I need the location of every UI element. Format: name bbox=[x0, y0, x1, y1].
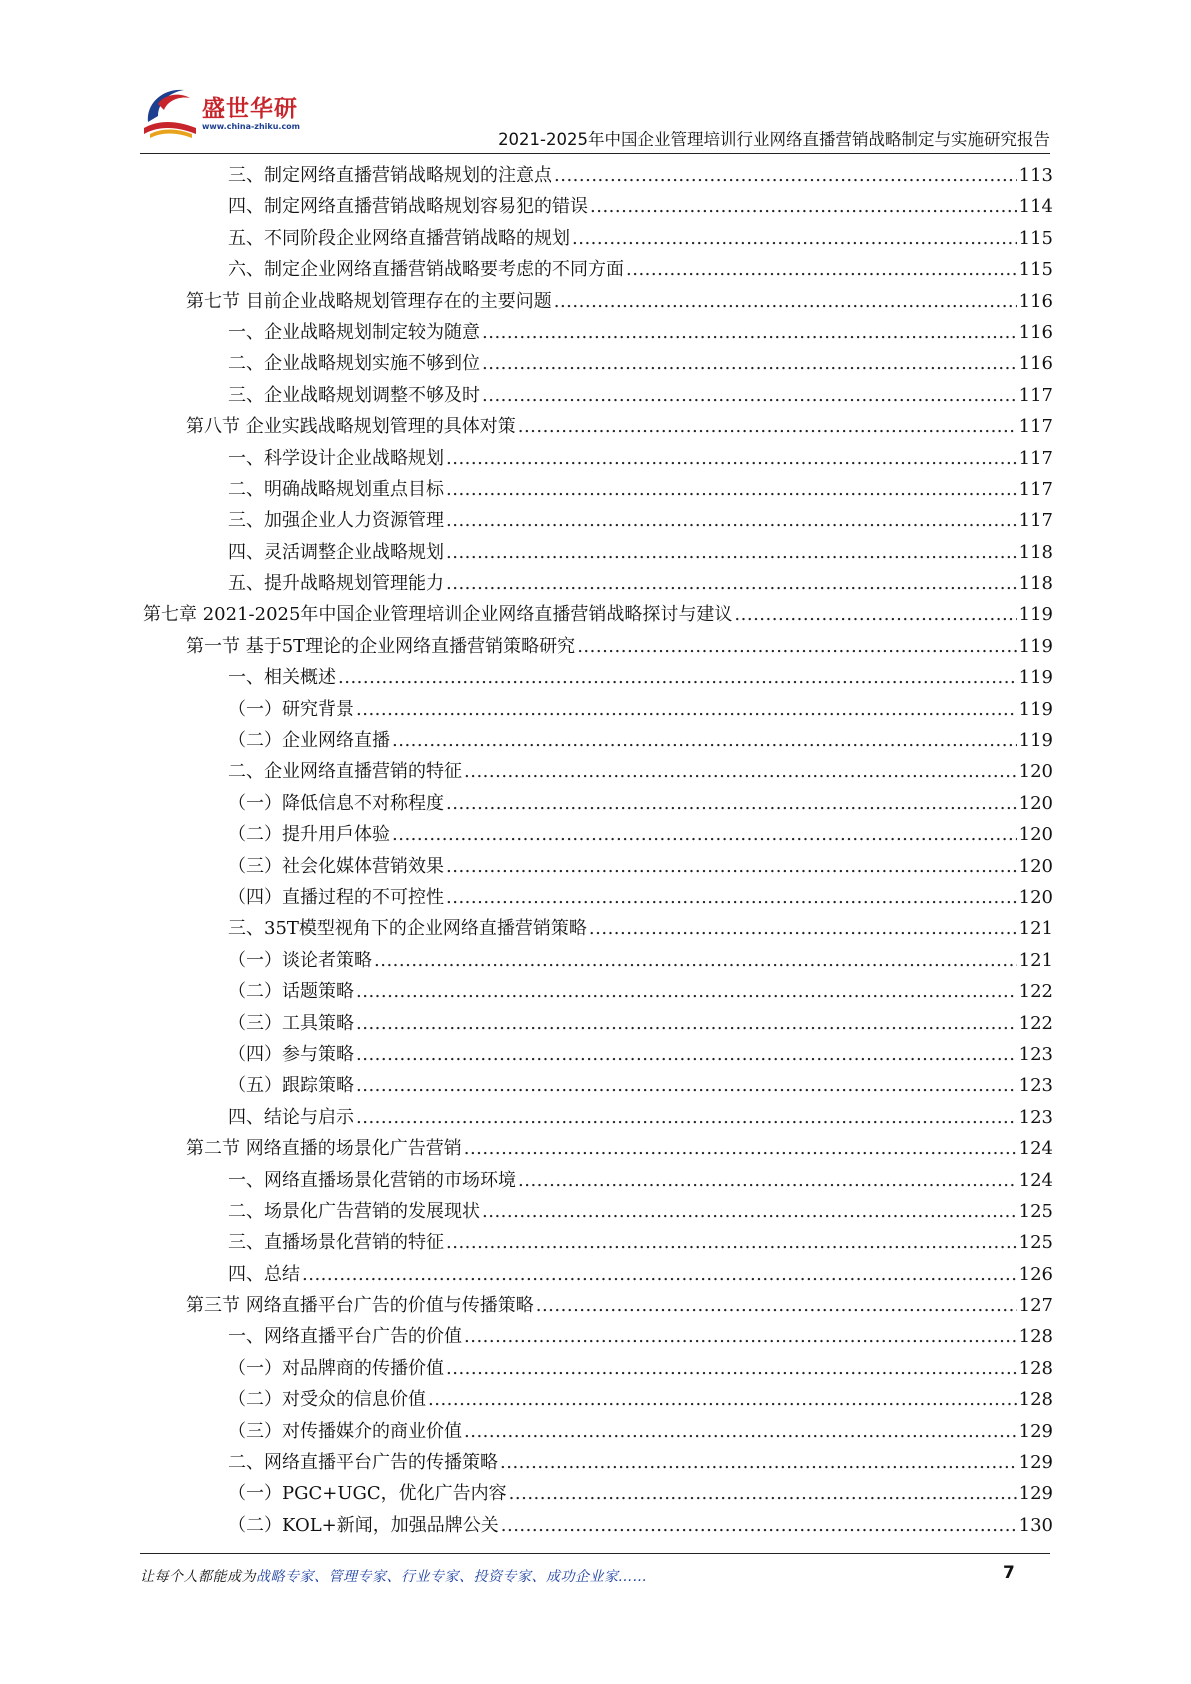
toc-dot-leader bbox=[464, 1133, 1017, 1164]
toc-dot-leader bbox=[428, 1384, 1017, 1415]
toc-entry-page: 119 bbox=[1018, 635, 1053, 657]
toc-entry[interactable] bbox=[143, 756, 1053, 787]
toc-entry-title: 二、网络直播平台广告的传播策略 bbox=[228, 1452, 498, 1474]
toc-entry[interactable] bbox=[143, 223, 1053, 254]
toc-entry[interactable] bbox=[143, 1416, 1053, 1447]
toc-entry-title: 五、不同阶段企业网络直播营销战略的规划 bbox=[228, 227, 570, 249]
toc-entry-title: 第二节 网络直播的场景化广告营销 bbox=[186, 1138, 462, 1160]
table-of-contents bbox=[143, 160, 1053, 1541]
toc-entry[interactable] bbox=[143, 1102, 1053, 1133]
toc-entry-title: （一）研究背景 bbox=[228, 698, 354, 720]
logo-emblem-icon bbox=[140, 82, 204, 146]
toc-entry[interactable] bbox=[143, 1290, 1053, 1321]
toc-entry[interactable] bbox=[143, 317, 1053, 348]
toc-entry-title: 三、35T模型视角下的企业网络直播营销策略 bbox=[228, 918, 587, 940]
toc-entry-page: 120 bbox=[1018, 824, 1053, 846]
toc-entry[interactable] bbox=[143, 505, 1053, 536]
slogan-highlight: 战略专家、管理专家、行业专家、投资专家、成功企业家…… bbox=[256, 1569, 648, 1585]
toc-entry[interactable] bbox=[143, 851, 1053, 882]
toc-entry[interactable] bbox=[143, 160, 1053, 191]
toc-entry-title: （二）对受众的信息价值 bbox=[228, 1389, 426, 1411]
toc-entry-title: 三、直播场景化营销的特征 bbox=[228, 1232, 444, 1254]
page-header bbox=[140, 82, 1050, 152]
toc-dot-leader bbox=[356, 1039, 1017, 1070]
toc-entry-page: 116 bbox=[1018, 353, 1053, 375]
toc-dot-leader bbox=[446, 568, 1017, 599]
footer-slogan bbox=[140, 1566, 648, 1586]
toc-dot-leader bbox=[482, 380, 1017, 411]
toc-entry-title: 第八节 企业实践战略规划管理的具体对策 bbox=[186, 416, 516, 438]
toc-entry-page: 119 bbox=[1018, 730, 1053, 752]
toc-entry[interactable] bbox=[143, 1133, 1053, 1164]
toc-entry[interactable] bbox=[143, 913, 1053, 944]
toc-entry-page: 130 bbox=[1018, 1514, 1053, 1536]
toc-entry-title: 第七节 目前企业战略规划管理存在的主要问题 bbox=[186, 290, 552, 312]
toc-entry[interactable] bbox=[143, 1384, 1053, 1415]
toc-dot-leader bbox=[482, 317, 1017, 348]
toc-entry[interactable] bbox=[143, 1447, 1053, 1478]
toc-dot-leader bbox=[356, 1008, 1017, 1039]
toc-entry[interactable] bbox=[143, 1510, 1053, 1541]
toc-entry-page: 117 bbox=[1018, 447, 1053, 469]
company-logo bbox=[140, 82, 310, 146]
toc-dot-leader bbox=[500, 1447, 1017, 1478]
toc-entry-title: 四、结论与启示 bbox=[228, 1106, 354, 1128]
toc-entry-page: 119 bbox=[1018, 698, 1053, 720]
toc-entry-page: 122 bbox=[1018, 981, 1053, 1003]
toc-entry[interactable] bbox=[143, 1165, 1053, 1196]
toc-entry-title: 四、总结 bbox=[228, 1263, 300, 1285]
toc-entry-page: 127 bbox=[1018, 1295, 1053, 1317]
toc-dot-leader bbox=[482, 348, 1017, 379]
toc-entry-title: 二、明确战略规划重点目标 bbox=[228, 478, 444, 500]
toc-entry-title: （二）KOL+新闻，加强品牌公关 bbox=[228, 1514, 499, 1536]
toc-entry-page: 114 bbox=[1018, 196, 1053, 218]
toc-entry-page: 120 bbox=[1018, 886, 1053, 908]
toc-entry-page: 118 bbox=[1018, 541, 1053, 563]
toc-dot-leader bbox=[356, 694, 1017, 725]
toc-dot-leader bbox=[464, 756, 1017, 787]
toc-entry-page: 123 bbox=[1018, 1043, 1053, 1065]
toc-entry-title: （二）提升用戶体验 bbox=[228, 824, 390, 846]
toc-dot-leader bbox=[356, 1070, 1017, 1101]
toc-dot-leader bbox=[501, 1510, 1017, 1541]
toc-entry[interactable] bbox=[143, 788, 1053, 819]
toc-entry-page: 124 bbox=[1018, 1169, 1053, 1191]
toc-dot-leader bbox=[518, 411, 1017, 442]
toc-entry[interactable] bbox=[143, 380, 1053, 411]
toc-entry-title: 二、企业网络直播营销的特征 bbox=[228, 761, 462, 783]
toc-dot-leader bbox=[446, 443, 1017, 474]
footer-divider bbox=[140, 1553, 1050, 1554]
toc-entry[interactable] bbox=[143, 694, 1053, 725]
toc-entry-page: 124 bbox=[1018, 1138, 1053, 1160]
toc-entry[interactable] bbox=[143, 348, 1053, 379]
toc-dot-leader bbox=[392, 819, 1017, 850]
toc-entry-page: 128 bbox=[1018, 1357, 1053, 1379]
toc-entry-title: （四）直播过程的不可控性 bbox=[228, 886, 444, 908]
toc-dot-leader bbox=[338, 662, 1017, 693]
toc-entry[interactable] bbox=[143, 1196, 1053, 1227]
toc-entry[interactable] bbox=[143, 631, 1053, 662]
toc-entry[interactable] bbox=[143, 945, 1053, 976]
toc-entry-title: 一、企业战略规划制定较为随意 bbox=[228, 321, 480, 343]
toc-entry[interactable] bbox=[143, 474, 1053, 505]
toc-dot-leader bbox=[626, 254, 1017, 285]
toc-entry-title: （一）降低信息不对称程度 bbox=[228, 792, 444, 814]
toc-entry-page: 117 bbox=[1018, 510, 1053, 532]
toc-dot-leader bbox=[446, 1353, 1017, 1384]
toc-entry-page: 120 bbox=[1018, 792, 1053, 814]
toc-entry-title: （一）对品牌商的传播价值 bbox=[228, 1357, 444, 1379]
toc-dot-leader bbox=[446, 537, 1017, 568]
toc-dot-leader bbox=[482, 1196, 1017, 1227]
toc-entry-page: 121 bbox=[1018, 949, 1053, 971]
toc-entry-page: 128 bbox=[1018, 1389, 1053, 1411]
toc-dot-leader bbox=[446, 474, 1017, 505]
toc-entry-page: 116 bbox=[1018, 321, 1053, 343]
toc-dot-leader bbox=[446, 851, 1017, 882]
logo-name: 盛世华研 bbox=[202, 96, 298, 122]
toc-dot-leader bbox=[446, 1227, 1017, 1258]
toc-dot-leader bbox=[577, 631, 1016, 662]
toc-entry-page: 123 bbox=[1018, 1106, 1053, 1128]
toc-entry-page: 113 bbox=[1018, 165, 1053, 186]
toc-entry[interactable] bbox=[143, 1353, 1053, 1384]
toc-entry[interactable] bbox=[143, 286, 1053, 317]
toc-dot-leader bbox=[518, 1165, 1017, 1196]
toc-entry-page: 122 bbox=[1018, 1012, 1053, 1034]
toc-dot-leader bbox=[554, 160, 1017, 191]
toc-entry-title: （三）工具策略 bbox=[228, 1012, 354, 1034]
toc-entry[interactable] bbox=[143, 819, 1053, 850]
toc-entry[interactable] bbox=[143, 254, 1053, 285]
toc-entry-title: （三）社会化媒体营销效果 bbox=[228, 855, 444, 877]
toc-entry[interactable] bbox=[143, 1259, 1053, 1290]
toc-entry-title: 三、加强企业人力资源管理 bbox=[228, 510, 444, 532]
toc-entry-page: 120 bbox=[1018, 761, 1053, 783]
toc-entry-page: 125 bbox=[1018, 1232, 1053, 1254]
toc-entry-title: （五）跟踪策略 bbox=[228, 1075, 354, 1097]
toc-entry-title: 第一节 基于5T理论的企业网络直播营销策略研究 bbox=[186, 635, 576, 657]
toc-dot-leader bbox=[356, 1102, 1017, 1133]
toc-entry[interactable] bbox=[143, 976, 1053, 1007]
toc-entry-title: 二、场景化广告营销的发展现状 bbox=[228, 1200, 480, 1222]
toc-dot-leader bbox=[554, 286, 1017, 317]
toc-entry-page: 120 bbox=[1018, 855, 1053, 877]
report-title: 2021-2025年中国企业管理培训行业网络直播营销战略制定与实施研究报告 bbox=[498, 130, 1050, 149]
toc-entry-title: 三、制定网络直播营销战略规划的注意点 bbox=[228, 165, 552, 186]
toc-entry-title: 一、网络直播平台广告的价值 bbox=[228, 1326, 462, 1348]
toc-dot-leader bbox=[374, 945, 1017, 976]
toc-entry[interactable] bbox=[143, 191, 1053, 222]
toc-entry-title: 四、灵活调整企业战略规划 bbox=[228, 541, 444, 563]
toc-dot-leader bbox=[356, 976, 1017, 1007]
toc-dot-leader bbox=[446, 882, 1017, 913]
toc-entry[interactable] bbox=[143, 882, 1053, 913]
toc-entry-page: 126 bbox=[1018, 1263, 1053, 1285]
logo-url: www.china-zhiku.com bbox=[202, 122, 301, 131]
toc-entry[interactable] bbox=[143, 443, 1053, 474]
toc-entry-page: 119 bbox=[1018, 667, 1053, 689]
toc-dot-leader bbox=[734, 599, 1016, 630]
toc-entry[interactable] bbox=[143, 1039, 1053, 1070]
toc-entry-page: 121 bbox=[1018, 918, 1053, 940]
toc-entry-title: （一）PGC+UGC，优化广告内容 bbox=[228, 1483, 507, 1505]
toc-entry-page: 128 bbox=[1018, 1326, 1053, 1348]
toc-entry[interactable] bbox=[143, 1321, 1053, 1352]
toc-dot-leader bbox=[536, 1290, 1017, 1321]
toc-entry-page: 117 bbox=[1018, 384, 1053, 406]
toc-entry-page: 116 bbox=[1018, 290, 1053, 312]
toc-entry-page: 117 bbox=[1018, 478, 1053, 500]
toc-entry-page: 119 bbox=[1018, 604, 1053, 626]
toc-entry[interactable] bbox=[143, 1008, 1053, 1039]
toc-dot-leader bbox=[302, 1259, 1017, 1290]
toc-entry-page: 125 bbox=[1018, 1200, 1053, 1222]
toc-entry-title: 第七章 2021-2025年中国企业管理培训企业网络直播营销战略探讨与建议 bbox=[143, 604, 733, 626]
slogan-prefix: 让每个人都能成为 bbox=[140, 1569, 256, 1585]
toc-dot-leader bbox=[464, 1416, 1017, 1447]
toc-entry[interactable] bbox=[143, 1070, 1053, 1101]
toc-entry-title: 第三节 网络直播平台广告的价值与传播策略 bbox=[186, 1295, 534, 1317]
toc-entry[interactable] bbox=[143, 662, 1053, 693]
toc-entry[interactable] bbox=[143, 599, 1053, 630]
toc-entry[interactable] bbox=[143, 1227, 1053, 1258]
toc-entry[interactable] bbox=[143, 568, 1053, 599]
toc-entry-title: 二、企业战略规划实施不够到位 bbox=[228, 353, 480, 375]
toc-dot-leader bbox=[446, 505, 1017, 536]
toc-entry-title: 五、提升战略规划管理能力 bbox=[228, 573, 444, 595]
toc-entry-title: （二）企业网络直播 bbox=[228, 730, 390, 752]
toc-entry-page: 129 bbox=[1018, 1420, 1053, 1442]
toc-entry-page: 129 bbox=[1018, 1483, 1053, 1505]
toc-dot-leader bbox=[572, 223, 1017, 254]
toc-entry-page: 115 bbox=[1018, 227, 1053, 249]
toc-entry-page: 123 bbox=[1018, 1075, 1053, 1097]
toc-dot-leader bbox=[590, 191, 1017, 222]
toc-entry-title: 一、相关概述 bbox=[228, 667, 336, 689]
toc-dot-leader bbox=[589, 913, 1017, 944]
toc-entry[interactable] bbox=[143, 411, 1053, 442]
toc-entry[interactable] bbox=[143, 1478, 1053, 1509]
toc-entry-page: 129 bbox=[1018, 1452, 1053, 1474]
toc-entry-title: 六、制定企业网络直播营销战略要考虑的不同方面 bbox=[228, 259, 624, 281]
toc-entry-title: （一）谈论者策略 bbox=[228, 949, 372, 971]
toc-entry-title: （三）对传播媒介的商业价值 bbox=[228, 1420, 462, 1442]
toc-entry-page: 118 bbox=[1018, 573, 1053, 595]
toc-dot-leader bbox=[464, 1321, 1017, 1352]
toc-entry-title: 三、企业战略规划调整不够及时 bbox=[228, 384, 480, 406]
toc-entry-title: 一、网络直播场景化营销的市场环境 bbox=[228, 1169, 516, 1191]
toc-entry-page: 117 bbox=[1018, 416, 1053, 438]
toc-dot-leader bbox=[392, 725, 1017, 756]
header-divider bbox=[140, 153, 1050, 154]
toc-entry-title: 一、科学设计企业战略规划 bbox=[228, 447, 444, 469]
toc-entry[interactable] bbox=[143, 537, 1053, 568]
page-number: 7 bbox=[1003, 1563, 1015, 1583]
toc-entry-title: （二）话题策略 bbox=[228, 981, 354, 1003]
toc-dot-leader bbox=[446, 788, 1017, 819]
toc-entry-title: 四、制定网络直播营销战略规划容易犯的错误 bbox=[228, 196, 588, 218]
toc-entry-title: （四）参与策略 bbox=[228, 1043, 354, 1065]
toc-entry[interactable] bbox=[143, 725, 1053, 756]
toc-entry-page: 115 bbox=[1018, 259, 1053, 281]
toc-dot-leader bbox=[509, 1478, 1017, 1509]
